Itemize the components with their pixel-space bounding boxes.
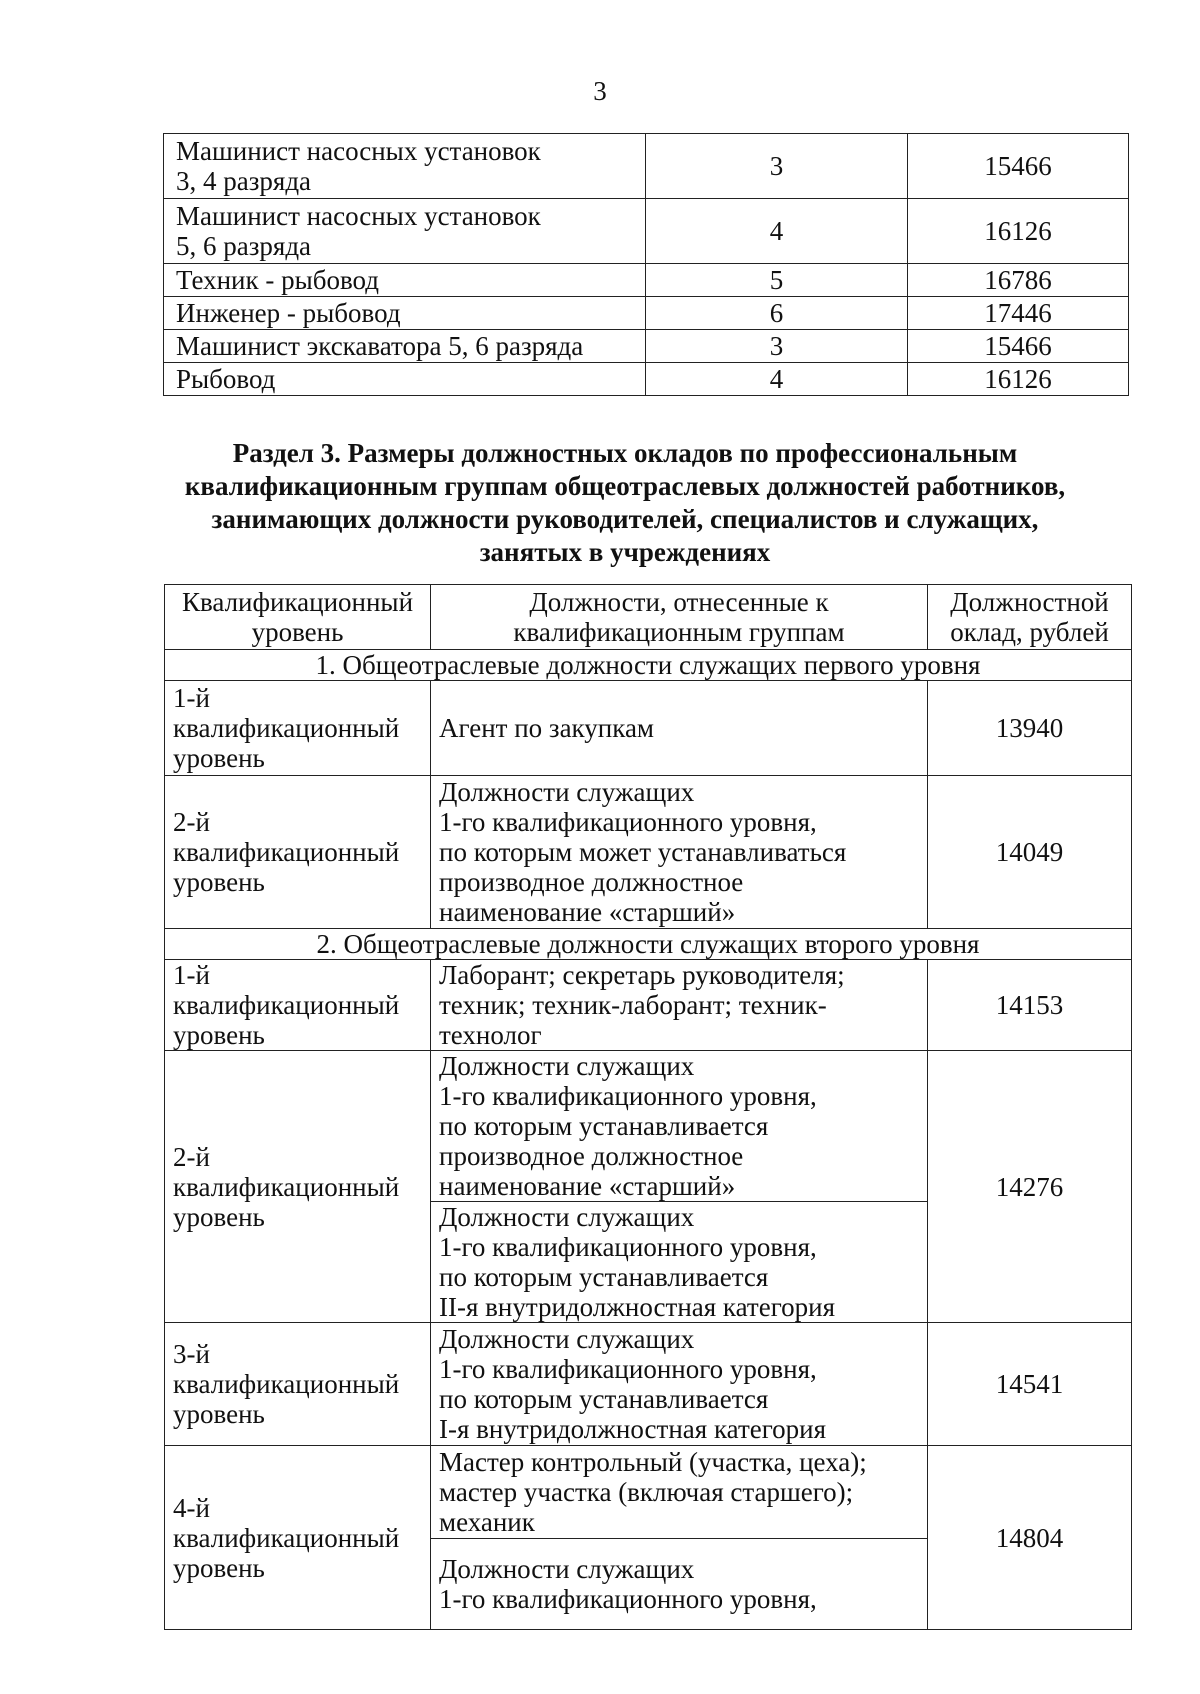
group-title: 2. Общеотраслевые должности служащих второго уровня bbox=[165, 929, 1132, 960]
group-row bbox=[165, 650, 1132, 681]
position-name: Машинист насосных установок 5, 6 разряда bbox=[164, 199, 646, 264]
qualification-level: 1-й квалификационный уровень bbox=[165, 960, 431, 1051]
positions-cell: Лаборант; секретарь руководителя; техник; техник-лаборант; техник- технолог bbox=[431, 960, 928, 1051]
table-row bbox=[164, 134, 1129, 199]
section-heading: Раздел 3. Размеры должностных окладов по профессиональным квалификационным группам общеотраслевых должностей работников, занимающих должности руководителей, специалистов и служащих, занятых в учреждениях bbox=[184, 438, 1066, 567]
positions-cell: Должности служащих 1-го квалификационного уровня, по которым устанавливается I-я внутридолжностная категория bbox=[431, 1323, 928, 1446]
salary-value: 14153 bbox=[928, 960, 1132, 1051]
position-name: Машинист насосных установок 3, 4 разряда bbox=[164, 134, 646, 199]
salary-table-continued bbox=[163, 133, 1129, 396]
table-row bbox=[165, 776, 1132, 929]
positions-cell: Должности служащих 1-го квалификационного уровня, bbox=[431, 1539, 928, 1630]
salary-value: 14276 bbox=[928, 1051, 1132, 1323]
qualification-level: 2-й квалификационный уровень bbox=[165, 1051, 431, 1323]
salary-table-section3 bbox=[164, 584, 1132, 1630]
qualification-level: 5 bbox=[646, 264, 908, 297]
group-title: 1. Общеотраслевые должности служащих первого уровня bbox=[165, 650, 1132, 681]
column-header-level: Квалификационный уровень bbox=[165, 585, 431, 650]
qualification-level: 4 bbox=[646, 199, 908, 264]
table-row bbox=[164, 199, 1129, 264]
qualification-level: 3 bbox=[646, 134, 908, 199]
salary-value: 14049 bbox=[928, 776, 1132, 929]
table-row bbox=[165, 960, 1132, 1051]
position-name: Машинист экскаватора 5, 6 разряда bbox=[164, 330, 646, 363]
table-row bbox=[164, 297, 1129, 330]
table-row bbox=[164, 264, 1129, 297]
qualification-level: 1-й квалификационный уровень bbox=[165, 681, 431, 776]
position-name: Инженер - рыбовод bbox=[164, 297, 646, 330]
table-row bbox=[165, 1446, 1132, 1539]
positions-cell: Должности служащих 1-го квалификационного уровня, по которым может устанавливаться производное должностное наименование «старший» bbox=[431, 776, 928, 929]
salary-value: 15466 bbox=[908, 330, 1129, 363]
positions-cell: Должности служащих 1-го квалификационного уровня, по которым устанавливается производное должностное наименование «старший» bbox=[431, 1051, 928, 1202]
table-row bbox=[164, 363, 1129, 396]
positions-cell: Мастер контрольный (участка, цеха); мастер участка (включая старшего); механик bbox=[431, 1446, 928, 1539]
table-header-row bbox=[165, 585, 1132, 650]
table-row bbox=[165, 1323, 1132, 1446]
salary-value: 14804 bbox=[928, 1446, 1132, 1630]
salary-value: 16126 bbox=[908, 363, 1129, 396]
page-number: 3 bbox=[593, 76, 607, 106]
group-row bbox=[165, 929, 1132, 960]
position-name: Техник - рыбовод bbox=[164, 264, 646, 297]
positions-cell: Должности служащих 1-го квалификационного уровня, по которым устанавливается II-я внутридолжностная категория bbox=[431, 1202, 928, 1323]
salary-value: 14541 bbox=[928, 1323, 1132, 1446]
qualification-level: 4 bbox=[646, 363, 908, 396]
table-row bbox=[165, 1051, 1132, 1202]
qualification-level: 2-й квалификационный уровень bbox=[165, 776, 431, 929]
salary-value: 16786 bbox=[908, 264, 1129, 297]
qualification-level: 3-й квалификационный уровень bbox=[165, 1323, 431, 1446]
qualification-level: 4-й квалификационный уровень bbox=[165, 1446, 431, 1630]
column-header-positions: Должности, отнесенные к квалификационным группам bbox=[431, 585, 928, 650]
qualification-level: 6 bbox=[646, 297, 908, 330]
table-row bbox=[165, 681, 1132, 776]
salary-value: 16126 bbox=[908, 199, 1129, 264]
column-header-salary: Должностной оклад, рублей bbox=[928, 585, 1132, 650]
salary-value: 17446 bbox=[908, 297, 1129, 330]
salary-value: 13940 bbox=[928, 681, 1132, 776]
qualification-level: 3 bbox=[646, 330, 908, 363]
position-name: Рыбовод bbox=[164, 363, 646, 396]
table-row bbox=[164, 330, 1129, 363]
positions-cell: Агент по закупкам bbox=[431, 681, 928, 776]
salary-value: 15466 bbox=[908, 134, 1129, 199]
